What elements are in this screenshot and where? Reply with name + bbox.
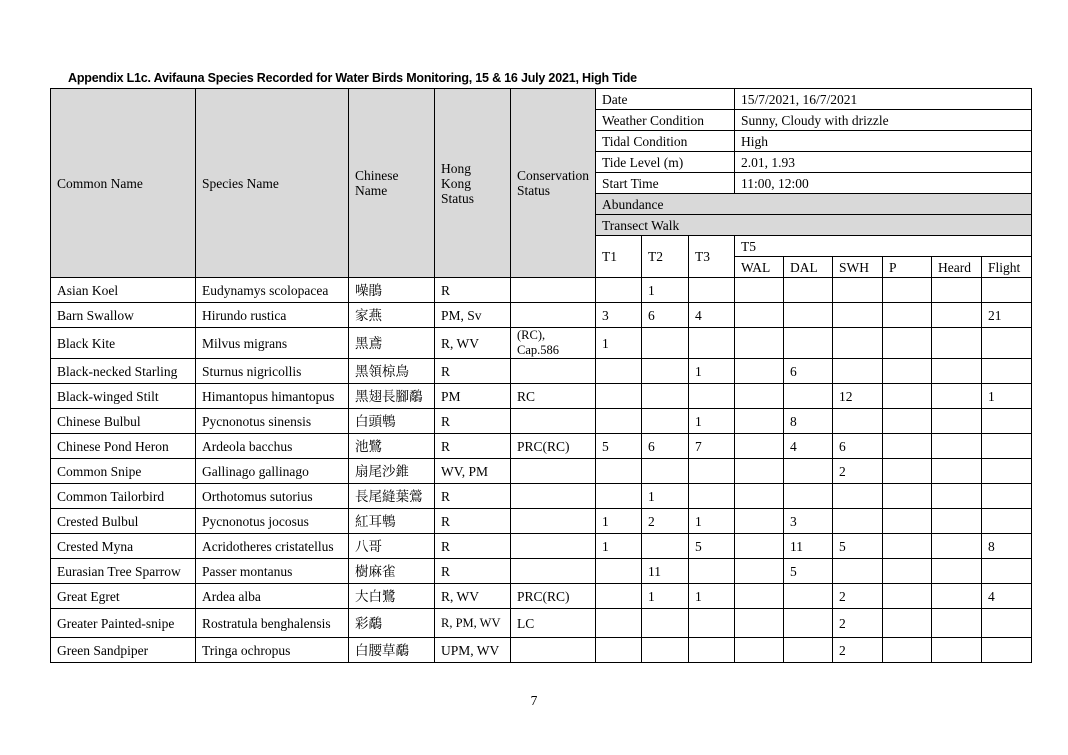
- swh-cell: 2: [833, 638, 883, 663]
- p-cell: [883, 384, 932, 409]
- table-row: [51, 609, 1032, 638]
- t3-cell: 1: [689, 409, 735, 434]
- flight-cell: [982, 459, 1032, 484]
- table-row: [51, 559, 1032, 584]
- p-cell: [883, 278, 932, 303]
- species-name-cell: Himantopus himantopus: [196, 384, 349, 409]
- hk-status-cell: R: [435, 534, 511, 559]
- chinese-name-cell: 扇尾沙錐: [349, 459, 435, 484]
- info-value: 15/7/2021, 16/7/2021: [735, 89, 1032, 110]
- species-name-cell: Pycnonotus jocosus: [196, 509, 349, 534]
- dal-cell: [784, 384, 833, 409]
- flight-cell: [982, 328, 1032, 359]
- table-row: [51, 409, 1032, 434]
- t1-cell: [596, 459, 642, 484]
- p-cell: [883, 303, 932, 328]
- conservation-status-cell: [511, 303, 596, 328]
- flight-cell: [982, 484, 1032, 509]
- table-row: [51, 384, 1032, 409]
- conservation-status-cell: PRC(RC): [511, 434, 596, 459]
- header-heard: Heard: [932, 257, 982, 278]
- flight-cell: 21: [982, 303, 1032, 328]
- wal-cell: [735, 484, 784, 509]
- header-common-name: Common Name: [51, 89, 196, 278]
- header-swh: SWH: [833, 257, 883, 278]
- t3-cell: [689, 638, 735, 663]
- info-value: 2.01, 1.93: [735, 152, 1032, 173]
- p-cell: [883, 584, 932, 609]
- conservation-status-cell: RC: [511, 384, 596, 409]
- t1-cell: 5: [596, 434, 642, 459]
- hk-status-cell: PM, Sv: [435, 303, 511, 328]
- hk-status-cell: R: [435, 559, 511, 584]
- t2-cell: 6: [642, 303, 689, 328]
- conservation-status-cell: [511, 509, 596, 534]
- t2-cell: [642, 328, 689, 359]
- chinese-name-cell: 家燕: [349, 303, 435, 328]
- hk-status-cell: R: [435, 434, 511, 459]
- t2-cell: 11: [642, 559, 689, 584]
- flight-cell: 1: [982, 384, 1032, 409]
- dal-cell: [784, 328, 833, 359]
- swh-cell: [833, 278, 883, 303]
- swh-cell: [833, 484, 883, 509]
- hk-status-cell: R, WV: [435, 328, 511, 359]
- dal-cell: [784, 638, 833, 663]
- header-dal: DAL: [784, 257, 833, 278]
- t3-cell: [689, 609, 735, 638]
- t3-cell: 1: [689, 584, 735, 609]
- info-label: Date: [596, 89, 735, 110]
- heard-cell: [932, 559, 982, 584]
- swh-cell: [833, 559, 883, 584]
- dal-cell: 5: [784, 559, 833, 584]
- conservation-status-cell: LC: [511, 609, 596, 638]
- chinese-name-cell: 大白鷺: [349, 584, 435, 609]
- dal-cell: [784, 484, 833, 509]
- chinese-name-cell: 黑鳶: [349, 328, 435, 359]
- hk-status-cell: WV, PM: [435, 459, 511, 484]
- table-row: [51, 509, 1032, 534]
- hk-status-cell: PM: [435, 384, 511, 409]
- t2-cell: 1: [642, 484, 689, 509]
- swh-cell: 6: [833, 434, 883, 459]
- heard-cell: [932, 384, 982, 409]
- heard-cell: [932, 509, 982, 534]
- heard-cell: [932, 409, 982, 434]
- flight-cell: [982, 409, 1032, 434]
- t3-cell: [689, 384, 735, 409]
- t2-cell: [642, 384, 689, 409]
- dal-cell: 6: [784, 359, 833, 384]
- header-species-name: Species Name: [196, 89, 349, 278]
- common-name-cell: Common Tailorbird: [51, 484, 196, 509]
- t3-cell: 1: [689, 509, 735, 534]
- t2-cell: [642, 359, 689, 384]
- conservation-status-cell: [511, 459, 596, 484]
- t1-cell: 1: [596, 509, 642, 534]
- swh-cell: [833, 409, 883, 434]
- species-table: [50, 88, 1032, 663]
- hk-status-cell: R: [435, 278, 511, 303]
- t3-cell: [689, 328, 735, 359]
- species-name-cell: Acridotheres cristatellus: [196, 534, 349, 559]
- flight-cell: [982, 559, 1032, 584]
- t1-cell: [596, 484, 642, 509]
- t3-cell: [689, 278, 735, 303]
- common-name-cell: Common Snipe: [51, 459, 196, 484]
- header-t1: T1: [596, 236, 642, 278]
- common-name-cell: Black Kite: [51, 328, 196, 359]
- t3-cell: [689, 559, 735, 584]
- chinese-name-cell: 黑領椋鳥: [349, 359, 435, 384]
- hk-status-cell: R: [435, 359, 511, 384]
- common-name-cell: Eurasian Tree Sparrow: [51, 559, 196, 584]
- table-row: [51, 278, 1032, 303]
- species-name-cell: Eudynamys scolopacea: [196, 278, 349, 303]
- header-t5: T5: [735, 236, 1032, 257]
- header-hk-status: Hong Kong Status: [435, 89, 511, 278]
- t3-cell: 4: [689, 303, 735, 328]
- chinese-name-cell: 池鷺: [349, 434, 435, 459]
- conservation-status-cell: [511, 559, 596, 584]
- chinese-name-cell: 白頭鵯: [349, 409, 435, 434]
- transect-walk-header: Transect Walk: [596, 215, 1032, 236]
- conservation-status-cell: [511, 409, 596, 434]
- wal-cell: [735, 303, 784, 328]
- t1-cell: 1: [596, 328, 642, 359]
- table-row: [51, 434, 1032, 459]
- flight-cell: 4: [982, 584, 1032, 609]
- t2-cell: 1: [642, 584, 689, 609]
- dal-cell: [784, 584, 833, 609]
- flight-cell: [982, 278, 1032, 303]
- info-label: Start Time: [596, 173, 735, 194]
- heard-cell: [932, 278, 982, 303]
- common-name-cell: Black-necked Starling: [51, 359, 196, 384]
- t3-cell: 1: [689, 359, 735, 384]
- conservation-status-cell: [511, 638, 596, 663]
- table-row: [51, 584, 1032, 609]
- chinese-name-cell: 白腰草鷸: [349, 638, 435, 663]
- info-value: 11:00, 12:00: [735, 173, 1032, 194]
- flight-cell: [982, 638, 1032, 663]
- header-conservation-status: Conservation Status: [511, 89, 596, 278]
- heard-cell: [932, 303, 982, 328]
- dal-cell: [784, 609, 833, 638]
- swh-cell: [833, 509, 883, 534]
- heard-cell: [932, 434, 982, 459]
- header-t3: T3: [689, 236, 735, 278]
- t2-cell: [642, 638, 689, 663]
- swh-cell: [833, 359, 883, 384]
- chinese-name-cell: 樹麻雀: [349, 559, 435, 584]
- t1-cell: [596, 384, 642, 409]
- heard-cell: [932, 328, 982, 359]
- hk-status-cell: R: [435, 409, 511, 434]
- species-name-cell: Pycnonotus sinensis: [196, 409, 349, 434]
- t3-cell: 7: [689, 434, 735, 459]
- t1-cell: [596, 559, 642, 584]
- dal-cell: [784, 278, 833, 303]
- t2-cell: [642, 459, 689, 484]
- wal-cell: [735, 559, 784, 584]
- wal-cell: [735, 409, 784, 434]
- t1-cell: [596, 609, 642, 638]
- wal-cell: [735, 609, 784, 638]
- table-row: [51, 638, 1032, 663]
- heard-cell: [932, 484, 982, 509]
- heard-cell: [932, 359, 982, 384]
- p-cell: [883, 359, 932, 384]
- wal-cell: [735, 534, 784, 559]
- p-cell: [883, 638, 932, 663]
- p-cell: [883, 434, 932, 459]
- conservation-status-cell: [511, 484, 596, 509]
- swh-cell: [833, 328, 883, 359]
- info-label: Tidal Condition: [596, 131, 735, 152]
- common-name-cell: Green Sandpiper: [51, 638, 196, 663]
- wal-cell: [735, 434, 784, 459]
- swh-cell: 2: [833, 609, 883, 638]
- common-name-cell: Asian Koel: [51, 278, 196, 303]
- t2-cell: 2: [642, 509, 689, 534]
- header-p: P: [883, 257, 932, 278]
- swh-cell: 2: [833, 459, 883, 484]
- flight-cell: [982, 359, 1032, 384]
- heard-cell: [932, 534, 982, 559]
- swh-cell: 12: [833, 384, 883, 409]
- species-name-cell: Ardeola bacchus: [196, 434, 349, 459]
- dal-cell: [784, 459, 833, 484]
- t2-cell: [642, 609, 689, 638]
- chinese-name-cell: 彩鷸: [349, 609, 435, 638]
- header-wal: WAL: [735, 257, 784, 278]
- p-cell: [883, 559, 932, 584]
- common-name-cell: Chinese Pond Heron: [51, 434, 196, 459]
- swh-cell: [833, 303, 883, 328]
- table-row: [51, 359, 1032, 384]
- chinese-name-cell: 八哥: [349, 534, 435, 559]
- common-name-cell: Great Egret: [51, 584, 196, 609]
- t2-cell: [642, 534, 689, 559]
- species-name-cell: Orthotomus sutorius: [196, 484, 349, 509]
- table-row: [51, 303, 1032, 328]
- t2-cell: 1: [642, 278, 689, 303]
- table-row: [51, 328, 1032, 359]
- heard-cell: [932, 459, 982, 484]
- table-row: [51, 534, 1032, 559]
- common-name-cell: Crested Myna: [51, 534, 196, 559]
- species-name-cell: Sturnus nigricollis: [196, 359, 349, 384]
- wal-cell: [735, 384, 784, 409]
- chinese-name-cell: 長尾縫葉鶯: [349, 484, 435, 509]
- t2-cell: 6: [642, 434, 689, 459]
- species-name-cell: Ardea alba: [196, 584, 349, 609]
- info-value: Sunny, Cloudy with drizzle: [735, 110, 1032, 131]
- page-number: 7: [530, 693, 538, 708]
- dal-cell: 4: [784, 434, 833, 459]
- flight-cell: [982, 609, 1032, 638]
- wal-cell: [735, 509, 784, 534]
- table-row: [51, 459, 1032, 484]
- conservation-status-cell: PRC(RC): [511, 584, 596, 609]
- p-cell: [883, 328, 932, 359]
- wal-cell: [735, 359, 784, 384]
- p-cell: [883, 609, 932, 638]
- page-title: Appendix L1c. Avifauna Species Recorded for Water Birds Monitoring, 15 & 16 July 2021, High Tide: [68, 71, 637, 85]
- header-t2: T2: [642, 236, 689, 278]
- species-name-cell: Hirundo rustica: [196, 303, 349, 328]
- hk-status-cell: R, WV: [435, 584, 511, 609]
- p-cell: [883, 409, 932, 434]
- chinese-name-cell: 噪鵑: [349, 278, 435, 303]
- t2-cell: [642, 409, 689, 434]
- t1-cell: [596, 409, 642, 434]
- conservation-status-cell: [511, 534, 596, 559]
- hk-status-cell: R, PM, WV: [435, 609, 511, 638]
- swh-cell: 2: [833, 584, 883, 609]
- hk-status-cell: UPM, WV: [435, 638, 511, 663]
- hk-status-cell: R: [435, 484, 511, 509]
- t1-cell: [596, 584, 642, 609]
- t1-cell: 1: [596, 534, 642, 559]
- chinese-name-cell: 紅耳鵯: [349, 509, 435, 534]
- species-name-cell: Gallinago gallinago: [196, 459, 349, 484]
- wal-cell: [735, 328, 784, 359]
- dal-cell: 3: [784, 509, 833, 534]
- t1-cell: [596, 359, 642, 384]
- conservation-status-cell: [511, 359, 596, 384]
- p-cell: [883, 534, 932, 559]
- dal-cell: [784, 303, 833, 328]
- wal-cell: [735, 584, 784, 609]
- info-label: Weather Condition: [596, 110, 735, 131]
- heard-cell: [932, 584, 982, 609]
- info-value: High: [735, 131, 1032, 152]
- heard-cell: [932, 638, 982, 663]
- dal-cell: 8: [784, 409, 833, 434]
- common-name-cell: Barn Swallow: [51, 303, 196, 328]
- t1-cell: [596, 278, 642, 303]
- wal-cell: [735, 638, 784, 663]
- p-cell: [883, 509, 932, 534]
- species-name-cell: Tringa ochropus: [196, 638, 349, 663]
- swh-cell: 5: [833, 534, 883, 559]
- chinese-name-cell: 黑翅長腳鷸: [349, 384, 435, 409]
- wal-cell: [735, 278, 784, 303]
- info-label: Tide Level (m): [596, 152, 735, 173]
- dal-cell: 11: [784, 534, 833, 559]
- t3-cell: 5: [689, 534, 735, 559]
- table-row: [51, 484, 1032, 509]
- common-name-cell: Black-winged Stilt: [51, 384, 196, 409]
- common-name-cell: Chinese Bulbul: [51, 409, 196, 434]
- t3-cell: [689, 484, 735, 509]
- header-chinese-name: Chinese Name: [349, 89, 435, 278]
- common-name-cell: Greater Painted-snipe: [51, 609, 196, 638]
- p-cell: [883, 484, 932, 509]
- wal-cell: [735, 459, 784, 484]
- species-name-cell: Milvus migrans: [196, 328, 349, 359]
- p-cell: [883, 459, 932, 484]
- flight-cell: 8: [982, 534, 1032, 559]
- abundance-header: Abundance: [596, 194, 1032, 215]
- t3-cell: [689, 459, 735, 484]
- heard-cell: [932, 609, 982, 638]
- species-name-cell: Passer montanus: [196, 559, 349, 584]
- common-name-cell: Crested Bulbul: [51, 509, 196, 534]
- conservation-status-cell: (RC), Cap.586: [511, 328, 596, 359]
- t1-cell: 3: [596, 303, 642, 328]
- species-name-cell: Rostratula benghalensis: [196, 609, 349, 638]
- flight-cell: [982, 434, 1032, 459]
- hk-status-cell: R: [435, 509, 511, 534]
- flight-cell: [982, 509, 1032, 534]
- conservation-status-cell: [511, 278, 596, 303]
- header-flight: Flight: [982, 257, 1032, 278]
- t1-cell: [596, 638, 642, 663]
